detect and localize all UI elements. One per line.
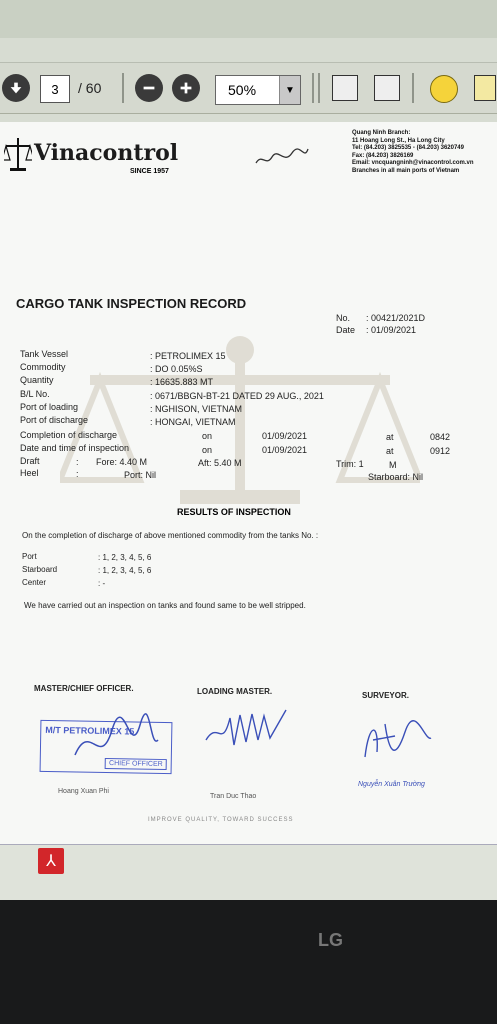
minus-icon bbox=[140, 79, 158, 97]
inspection-date: 01/09/2021 bbox=[262, 445, 308, 455]
branch-info bbox=[352, 130, 474, 175]
branch-name: Quang Ninh Branch: bbox=[352, 130, 411, 136]
zoom-in-button[interactable] bbox=[172, 74, 200, 102]
field-label: Tank Vessel bbox=[20, 349, 69, 359]
heel-colon: : bbox=[76, 469, 79, 479]
field-label: Port of loading bbox=[20, 402, 79, 412]
vinacontrol-logo-icon bbox=[4, 136, 32, 172]
zoom-value: 50% bbox=[228, 82, 257, 98]
inspection-at: at bbox=[386, 446, 394, 456]
field-label: B/L No. bbox=[20, 389, 50, 399]
loading-signature-label: LOADING MASTER. bbox=[197, 687, 273, 696]
surveyor-name: Nguyễn Xuân Trường bbox=[358, 781, 425, 788]
results-intro: On the completion of discharge of above mentioned commodity from the tanks No. : bbox=[22, 531, 319, 540]
tank-value: : - bbox=[98, 579, 106, 588]
stamp-sub: CHIEF OFFICER bbox=[105, 758, 167, 770]
draft-colon: : bbox=[76, 457, 79, 467]
branch-fax: Fax: (84.203) 3826169 bbox=[352, 152, 414, 159]
brand-name: Vinacontrol bbox=[34, 140, 179, 166]
surveyor-signature-icon bbox=[355, 712, 435, 767]
text-tool-icon[interactable] bbox=[474, 75, 496, 101]
monitor-bezel bbox=[0, 900, 497, 1024]
field-label: Commodity bbox=[20, 362, 66, 372]
doc-date-value: : 01/09/2021 bbox=[366, 325, 417, 335]
monitor-brand: LG bbox=[318, 930, 343, 950]
brand-since: SINCE 1957 bbox=[130, 168, 169, 175]
window-top-strip bbox=[0, 0, 497, 38]
tank-value: : 1, 2, 3, 4, 5, 6 bbox=[98, 553, 152, 562]
completion-time: 0842 bbox=[430, 432, 451, 442]
surveyor-signature-label: SURVEYOR. bbox=[362, 691, 409, 700]
plus-icon bbox=[177, 79, 195, 97]
doc-no-value: : 00421/2021D bbox=[366, 313, 426, 323]
next-page-button[interactable] bbox=[2, 74, 30, 102]
toolbar-separator bbox=[312, 73, 314, 103]
draft-label: Draft bbox=[20, 456, 40, 466]
inspection-on: on bbox=[202, 445, 213, 455]
zoom-out-button[interactable] bbox=[135, 74, 163, 102]
taskbar bbox=[0, 844, 497, 901]
fit-width-icon[interactable] bbox=[332, 75, 358, 101]
field-value: : PETROLIMEX 15 bbox=[150, 351, 226, 361]
watermark-logo-icon bbox=[60, 330, 420, 510]
slogan: IMPROVE QUALITY, TOWARD SUCCESS bbox=[148, 817, 294, 823]
heel-port: Port: Nil bbox=[124, 470, 157, 480]
doc-no-label: No. bbox=[336, 313, 351, 323]
loading-name: Tran Duc Thao bbox=[210, 793, 257, 800]
tank-label: Starboard bbox=[22, 565, 58, 574]
toolbar-separator bbox=[318, 73, 320, 103]
field-label: Quantity bbox=[20, 375, 54, 385]
chevron-down-icon[interactable]: ▼ bbox=[279, 76, 300, 104]
toolbar-separator bbox=[122, 73, 124, 103]
draft-trim: Trim: 1 bbox=[336, 459, 364, 469]
tank-label: Center bbox=[22, 578, 47, 587]
page-number-value: 3 bbox=[51, 81, 59, 97]
conclusion-text: We have carried out an inspection on tanks and found same to be well stripped. bbox=[24, 601, 306, 610]
comment-icon[interactable] bbox=[430, 75, 458, 103]
branch-address: 11 Hoang Long St., Ha Long City bbox=[352, 137, 445, 144]
inspection-time-label: Date and time of inspection bbox=[20, 443, 130, 453]
document-title: CARGO TANK INSPECTION RECORD bbox=[16, 296, 247, 311]
page-total: / 60 bbox=[78, 80, 102, 96]
field-value: : NGHISON, VIETNAM bbox=[150, 404, 243, 414]
draft-fore: Fore: 4.40 M bbox=[96, 457, 148, 467]
inspection-time: 0912 bbox=[430, 446, 451, 456]
signature-mark-icon bbox=[252, 145, 312, 175]
field-value: : 16635.883 MT bbox=[150, 377, 214, 387]
stamp-text: M/T PETROLIMEX 15 bbox=[45, 724, 135, 737]
branch-tel: Tel: (84.203) 3825535 - (84.203) 3620749 bbox=[352, 145, 464, 151]
master-signature-icon bbox=[70, 710, 160, 770]
tank-label: Port bbox=[22, 552, 37, 561]
heel-label: Heel bbox=[20, 468, 39, 478]
draft-aft: Aft: 5.40 M bbox=[198, 458, 242, 468]
fit-page-icon[interactable] bbox=[374, 75, 400, 101]
master-signature-label: MASTER/CHIEF OFFICER. bbox=[34, 684, 134, 693]
field-value: : HONGAI, VIETNAM bbox=[150, 417, 236, 427]
zoom-select[interactable] bbox=[215, 75, 301, 105]
field-value: : 0671/BBGN-BT-21 DATED 29 AUG., 2021 bbox=[150, 391, 324, 401]
completion-label: Completion of discharge bbox=[20, 430, 118, 440]
heel-starboard: Starboard: Nil bbox=[368, 472, 424, 482]
completion-on: on bbox=[202, 431, 213, 441]
completion-date: 01/09/2021 bbox=[262, 431, 308, 441]
branch-email: Email: vncquangninh@vinacontrol.com.vn bbox=[352, 160, 474, 166]
doc-date-label: Date bbox=[336, 325, 356, 335]
arrow-down-icon bbox=[7, 79, 25, 97]
completion-at: at bbox=[386, 432, 394, 442]
field-value: : DO 0.05%S bbox=[150, 364, 203, 374]
results-title: RESULTS OF INSPECTION bbox=[177, 507, 291, 517]
field-label: Port of discharge bbox=[20, 415, 89, 425]
tank-value: : 1, 2, 3, 4, 5, 6 bbox=[98, 566, 152, 575]
loading-signature-icon bbox=[200, 700, 290, 760]
toolbar-separator bbox=[412, 73, 414, 103]
pdf-reader-taskbar-icon[interactable]: ⅄ bbox=[38, 848, 64, 874]
branch-network: Branches in all main ports of Vietnam bbox=[352, 167, 460, 174]
pdf-toolbar bbox=[0, 62, 497, 114]
page-number-input[interactable] bbox=[40, 75, 70, 103]
master-name: Hoang Xuan Phi bbox=[58, 788, 109, 795]
draft-trim-unit: M bbox=[389, 460, 397, 470]
